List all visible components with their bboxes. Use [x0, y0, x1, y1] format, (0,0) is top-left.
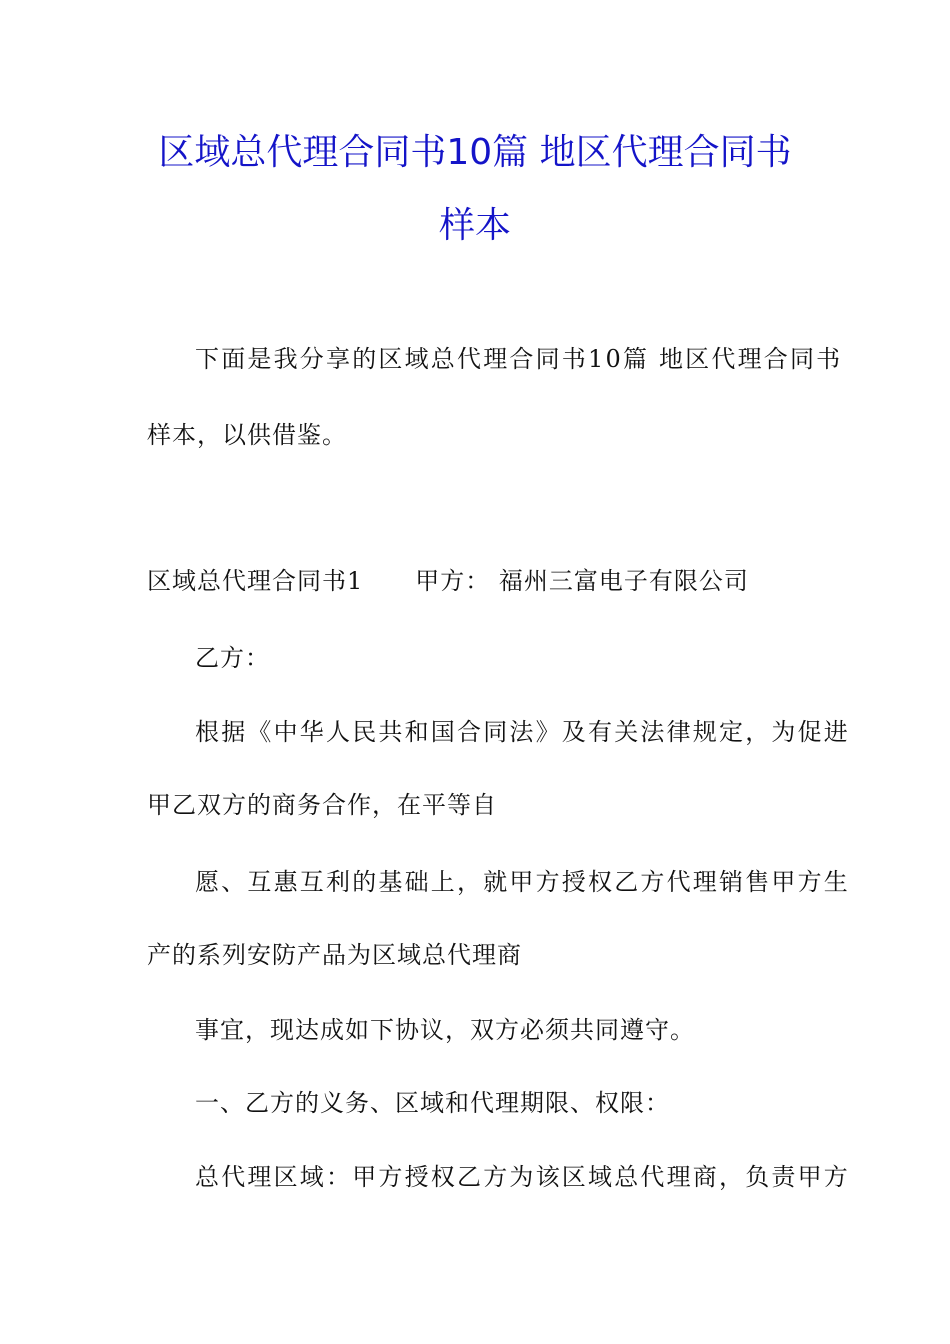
- document-title-line-2: 样本: [438, 205, 511, 246]
- paragraph-1-line-1: 根据《中华人民共和国合同法》及有关法律规定，为促进: [195, 718, 850, 746]
- document-title-line-1: 区域总代理合同书10篇 地区代理合同书: [158, 132, 792, 173]
- paragraph-3: 事宜，现达成如下协议，双方必须共同遵守。: [195, 1016, 695, 1044]
- paragraph-4-line-1: 总代理区域：甲方授权乙方为该区域总代理商，负责甲方: [195, 1163, 850, 1191]
- party-b: 乙方：: [195, 644, 270, 672]
- party-a: 甲方： 福州三富电子有限公司: [415, 567, 749, 595]
- contract-heading-row: [147, 565, 749, 597]
- paragraph-1-line-2: 甲乙双方的商务合作，在平等自: [147, 791, 497, 819]
- intro-line-1: 下面是我分享的区域总代理合同书10篇 地区代理合同书: [195, 345, 843, 373]
- paragraph-2-line-1: 愿、互惠互利的基础上，就甲方授权乙方代理销售甲方生: [195, 868, 850, 896]
- intro-line-2: 样本，以供借鉴。: [147, 421, 347, 449]
- section-1-heading: 一、乙方的义务、区域和代理期限、权限：: [195, 1089, 670, 1117]
- contract-heading: 区域总代理合同书1: [147, 567, 364, 595]
- paragraph-2-line-2: 产的系列安防产品为区域总代理商: [147, 941, 522, 969]
